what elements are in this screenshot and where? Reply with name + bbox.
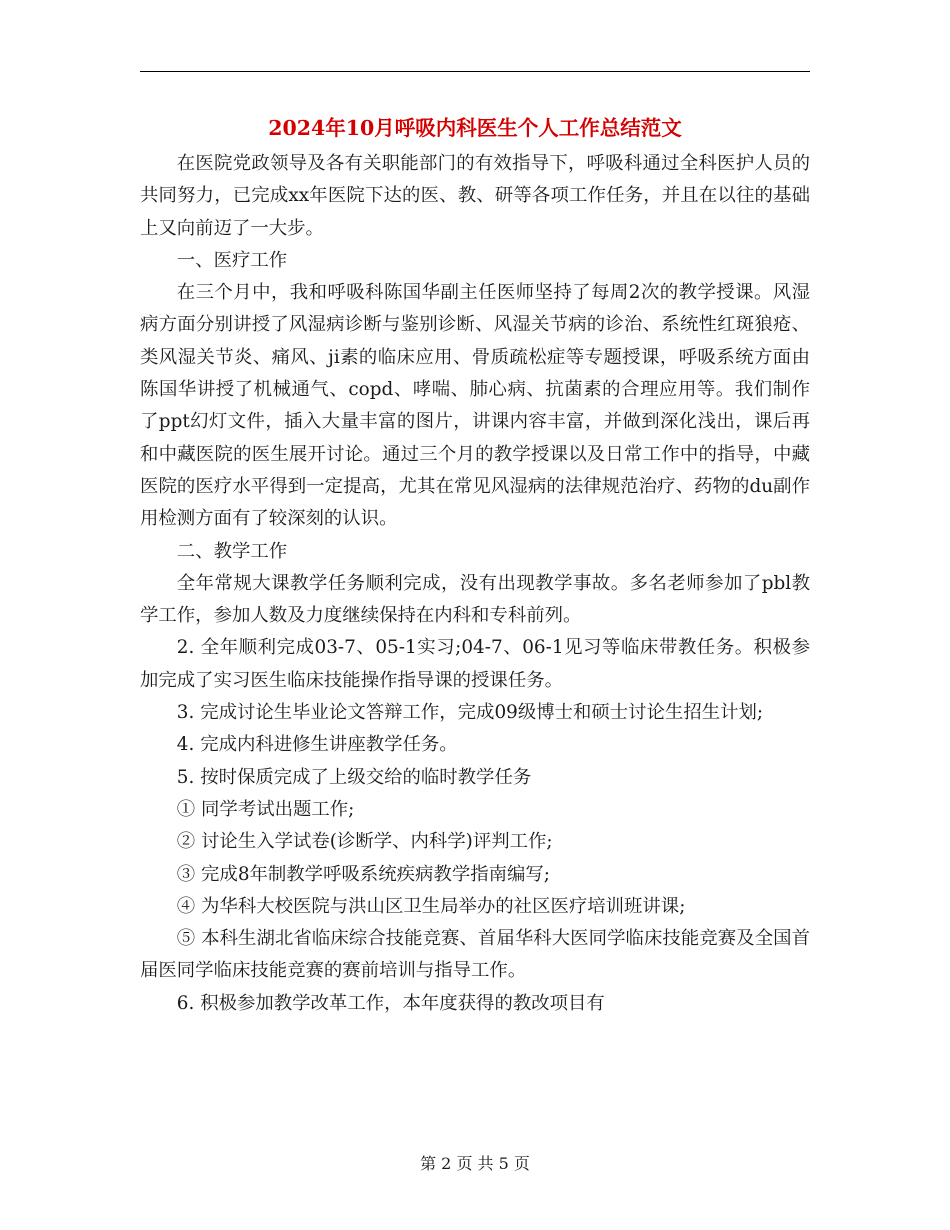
list-item-3: ③ 完成8年制教学呼吸系统疾病教学指南编写; — [176, 863, 550, 885]
list-item-1: ① 同学考试出题工作; — [176, 798, 355, 820]
section-heading-teaching: 二、教学工作 — [176, 540, 288, 562]
paragraph-teaching-2: 2. 全年顺利完成03-7、05-1实习;04-7、06-1见习等临床带教任务。积极参加完成了实习医生临床技能操作指导课的授课任务。 — [140, 637, 810, 691]
paragraph-teaching-3: 3. 完成讨论生毕业论文答辩工作，完成09级博士和硕士讨论生招生计划; — [176, 702, 764, 724]
list-item-4: ④ 为华科大校医院与洪山区卫生局举办的社区医疗培训班讲课; — [176, 895, 686, 917]
paragraph-intro: 在医院党政领导及各有关职能部门的有效指导下，呼吸科通过全科医护人员的共同努力，已完成xx年医院下达的医、教、研等各项工作任务，并且在以往的基础上又向前迈了一大步。 — [140, 153, 810, 239]
document-body — [140, 148, 810, 1020]
paragraph-teaching-1: 全年常规大课教学任务顺利完成，没有出现教学事故。多名老师参加了pbl教学工作，参加人数及力度继续保持在内科和专科前列。 — [140, 572, 810, 627]
list-item-5: ⑤ 本科生湖北省临床综合技能竞赛、首届华科大医同学临床技能竞赛及全国首届医同学临床技能竞赛的赛前培训与指导工作。 — [140, 928, 810, 982]
paragraph-teaching-4: 4. 完成内科进修生讲座教学任务。 — [176, 734, 458, 756]
section-heading-medical: 一、医疗工作 — [176, 249, 288, 271]
header-rule — [140, 71, 810, 72]
document-title: 2024年10月呼吸内科医生个人工作总结范文 — [268, 116, 682, 140]
list-item-2: ② 讨论生入学试卷(诊断学、内科学)评判工作; — [176, 831, 553, 853]
page-number-footer: 第 2 页 共 5 页 — [420, 1154, 530, 1173]
paragraph-teaching-5: 5. 按时保质完成了上级交给的临时教学任务 — [176, 766, 532, 788]
paragraph-medical: 在三个月中，我和呼吸科陈国华副主任医师坚持了每周2次的教学授课。风湿病方面分别讲授了风湿病诊断与鉴别诊断、风湿关节病的诊治、系统性红斑狼疮、类风湿关节炎、痛风、ji素的临床应用、骨质疏松症等专题授课，呼吸系统方面由陈国华讲授了机械通气、copd、哮喘、肺心病、抗菌素的合理应用等。我们制作了ppt幻灯文件，插入大量丰富的图片，讲课内容丰富，并做到深化浅出，课后再和中藏医院的医生展开讨论。通过三个月的教学授课以及日常工作中的指导，中藏医院的医疗水平得到一定提高，尤其在常见风湿病的法律规范治疗、药物的du副作用检测方面有了较深刻的认识。 — [140, 282, 810, 530]
paragraph-teaching-6: 6. 积极参加教学改革工作，本年度获得的教改项目有 — [176, 992, 605, 1014]
